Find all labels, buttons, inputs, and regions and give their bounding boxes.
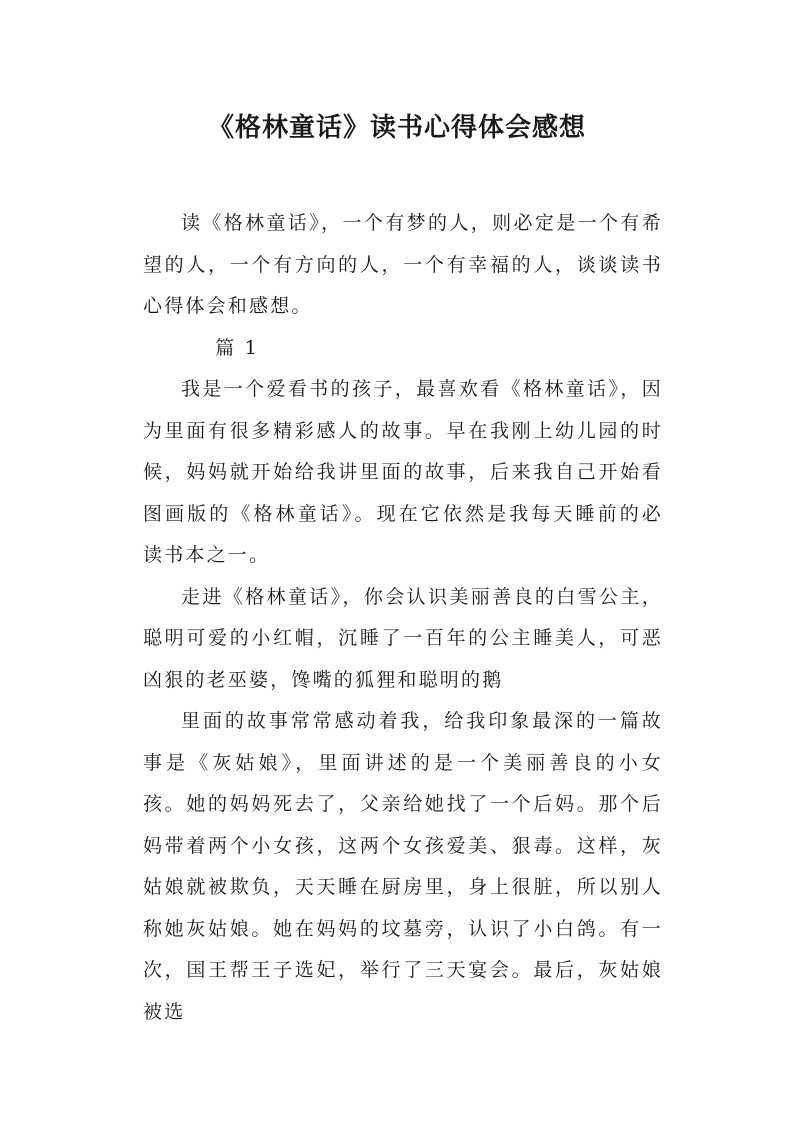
document-body xyxy=(143,203,663,1033)
body-paragraph: 走进《格林童话》，你会认识美丽善良的白雪公主，聪明可爱的小红帽，沉睡了一百年的公主睡美人，可恶凶狠的老巫婆，馋嘴的狐狸和聪明的鹅 xyxy=(143,585,663,691)
body-paragraph: 里面的故事常常感动着我，给我印象最深的一篇故事是《灰姑娘》，里面讲述的是一个美丽善良的小女孩。她的妈妈死去了，父亲给她找了一个后妈。那个后妈带着两个小女孩，这两个女孩爱美、狠毒。这样，灰姑娘就被欺负，天天睡在厨房里，身上很脏，所以别人称她灰姑娘。她在妈妈的坟墓旁，认识了小白鸽。有一次，国王帮王子选妃，举行了三天宴会。最后，灰姑娘被选 xyxy=(143,710,663,1023)
body-paragraph: 我是一个爱看书的孩子，最喜欢看《格林童话》，因为里面有很多精彩感人的故事。早在我刚上幼儿园的时候，妈妈就开始给我讲里面的故事，后来我自己开始看图画版的《格林童话》。现在它依然是我每天睡前的必读书本之一。 xyxy=(143,378,663,566)
document-title: 《格林童话》读书心得体会感想 xyxy=(207,113,586,143)
section-heading: 篇 1 xyxy=(215,336,259,359)
intro-paragraph: 读《格林童话》，一个有梦的人，则必定是一个有希望的人，一个有方向的人，一个有幸福的人，谈谈读书心得体会和感想。 xyxy=(143,212,663,317)
